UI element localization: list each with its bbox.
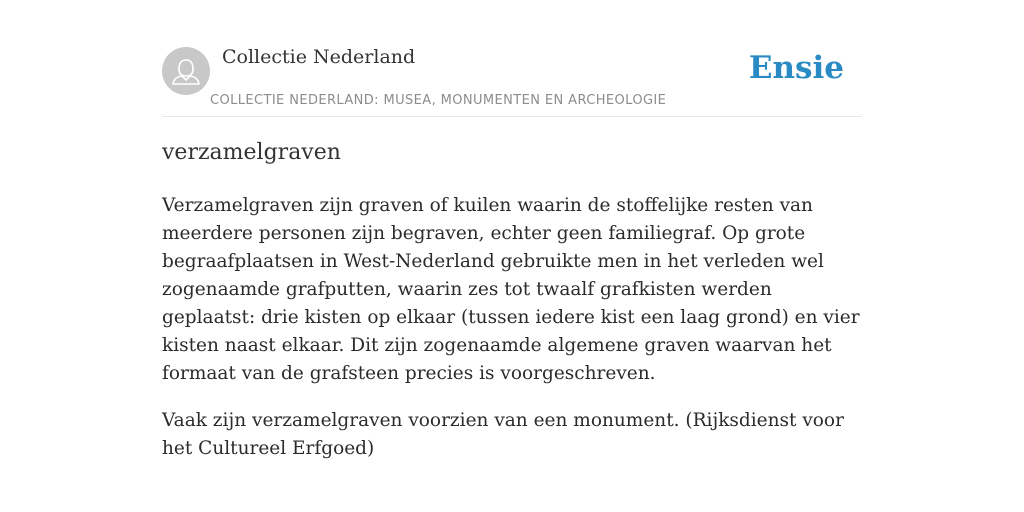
article-body xyxy=(162,192,862,482)
author-name[interactable]: Collectie Nederland xyxy=(222,46,416,68)
article-paragraph: Vaak zijn verzamelgraven voorzien van een monument. (Rijksdienst voor het Cultureel Erfgoed) xyxy=(162,410,844,459)
article-title: verzamelgraven xyxy=(162,140,341,165)
article-paragraph: Verzamelgraven zijn graven of kuilen waarin de stoffelijke resten van meerdere personen zijn begraven, echter geen familiegraf. Op grote begraafplaatsen in West-Nederland gebruikte men in het verleden wel zogenaamde grafputten, waarin zes tot twaalf grafkisten werden geplaatst: drie kisten op elkaar (tussen iedere kist een laag grond) en vier kisten naast elkaar. Dit zijn zogenaamde algemene graven waarvan het formaat van de grafsteen precies is voorgeschreven. xyxy=(162,195,860,384)
source-label[interactable]: COLLECTIE NEDERLAND: MUSEA, MONUMENTEN EN ARCHEOLOGIE xyxy=(210,93,667,108)
brand-logo[interactable]: Ensie xyxy=(748,50,844,86)
article-header xyxy=(162,44,862,117)
user-icon xyxy=(162,47,210,95)
author-avatar[interactable] xyxy=(162,47,210,95)
